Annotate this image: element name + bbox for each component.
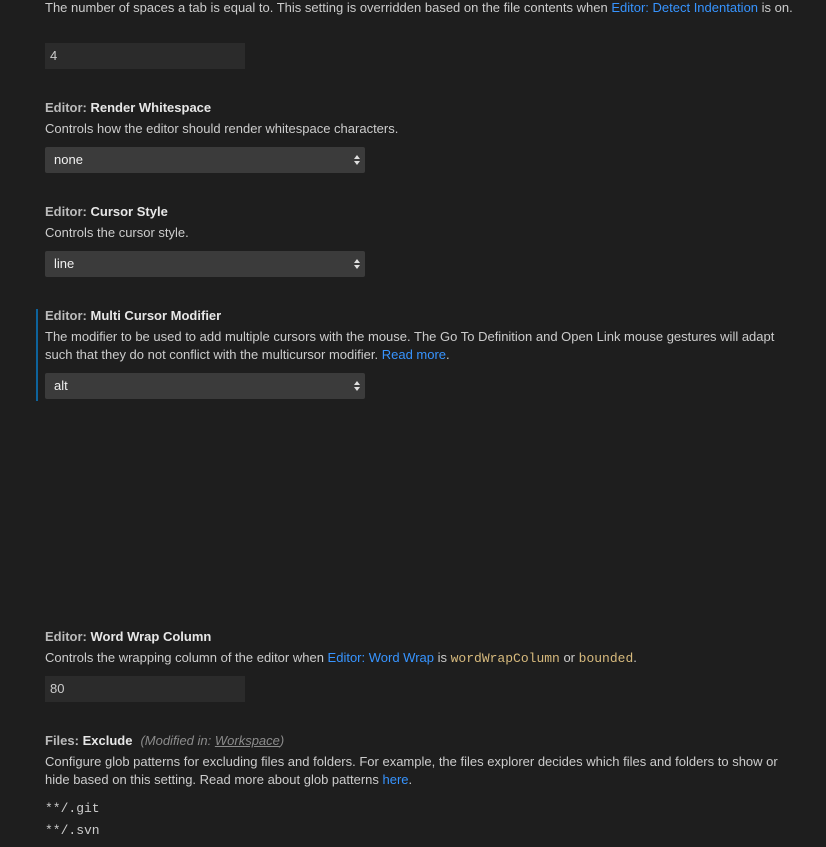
setting-description: Configure glob patterns for excluding files and folders. For example, the files explorer decides which files and folders to show or hide based on this setting. Read more about glob patterns here. xyxy=(45,754,778,787)
word-wrap-link[interactable]: Editor: Word Wrap xyxy=(327,650,434,665)
modified-indicator: (Modified in: Workspace) xyxy=(140,733,285,748)
setting-tab-size xyxy=(45,0,805,17)
cursor-style-select[interactable] xyxy=(45,251,365,277)
setting-render-whitespace xyxy=(45,99,805,138)
setting-description: The number of spaces a tab is equal to. This setting is overridden based on the file contents when Editor: Detect Indentation is on. xyxy=(45,0,793,15)
render-whitespace-select[interactable] xyxy=(45,147,365,173)
setting-description: Controls the cursor style. xyxy=(45,225,189,240)
code-word-wrap-column: wordWrapColumn xyxy=(450,651,560,666)
setting-title: Editor: Render Whitespace xyxy=(45,100,212,115)
detect-indentation-link[interactable]: Editor: Detect Indentation xyxy=(611,0,759,15)
code-bounded: bounded xyxy=(578,651,634,666)
select-arrows-icon xyxy=(354,154,360,166)
read-more-link[interactable]: Read more xyxy=(381,347,447,362)
setting-description: The modifier to be used to add multiple cursors with the mouse. The Go To Definition and Open Link mouse gestures will adapt such that they do not conflict with the multicursor modifier. Read more. xyxy=(45,329,775,362)
focus-indicator xyxy=(36,309,38,401)
setting-title: Files: Exclude (Modified in: Workspace) xyxy=(45,733,285,748)
multi-cursor-modifier-select[interactable] xyxy=(45,373,365,399)
glob-patterns-link[interactable]: here xyxy=(382,772,409,787)
workspace-link[interactable]: Workspace xyxy=(214,733,280,748)
exclude-pattern-item[interactable]: **/.svn xyxy=(45,823,100,838)
tab-size-input[interactable]: 4 xyxy=(45,43,245,69)
select-value: none xyxy=(54,152,83,167)
exclude-pattern-item[interactable]: **/.git xyxy=(45,801,100,816)
setting-title: Editor: Multi Cursor Modifier xyxy=(45,308,222,323)
setting-word-wrap-column xyxy=(45,628,805,668)
setting-title: Editor: Word Wrap Column xyxy=(45,629,212,644)
setting-title: Editor: Cursor Style xyxy=(45,204,168,219)
setting-multi-cursor-modifier xyxy=(45,307,785,364)
setting-description: Controls how the editor should render whitespace characters. xyxy=(45,121,399,136)
word-wrap-column-input[interactable]: 80 xyxy=(45,676,245,702)
select-arrows-icon xyxy=(354,258,360,270)
select-value: alt xyxy=(54,378,68,393)
setting-description: Controls the wrapping column of the editor when Editor: Word Wrap is wordWrapColumn or bounded. xyxy=(45,650,637,666)
select-value: line xyxy=(54,256,75,271)
setting-cursor-style xyxy=(45,203,805,242)
setting-files-exclude xyxy=(45,732,805,789)
select-arrows-icon xyxy=(354,380,360,392)
